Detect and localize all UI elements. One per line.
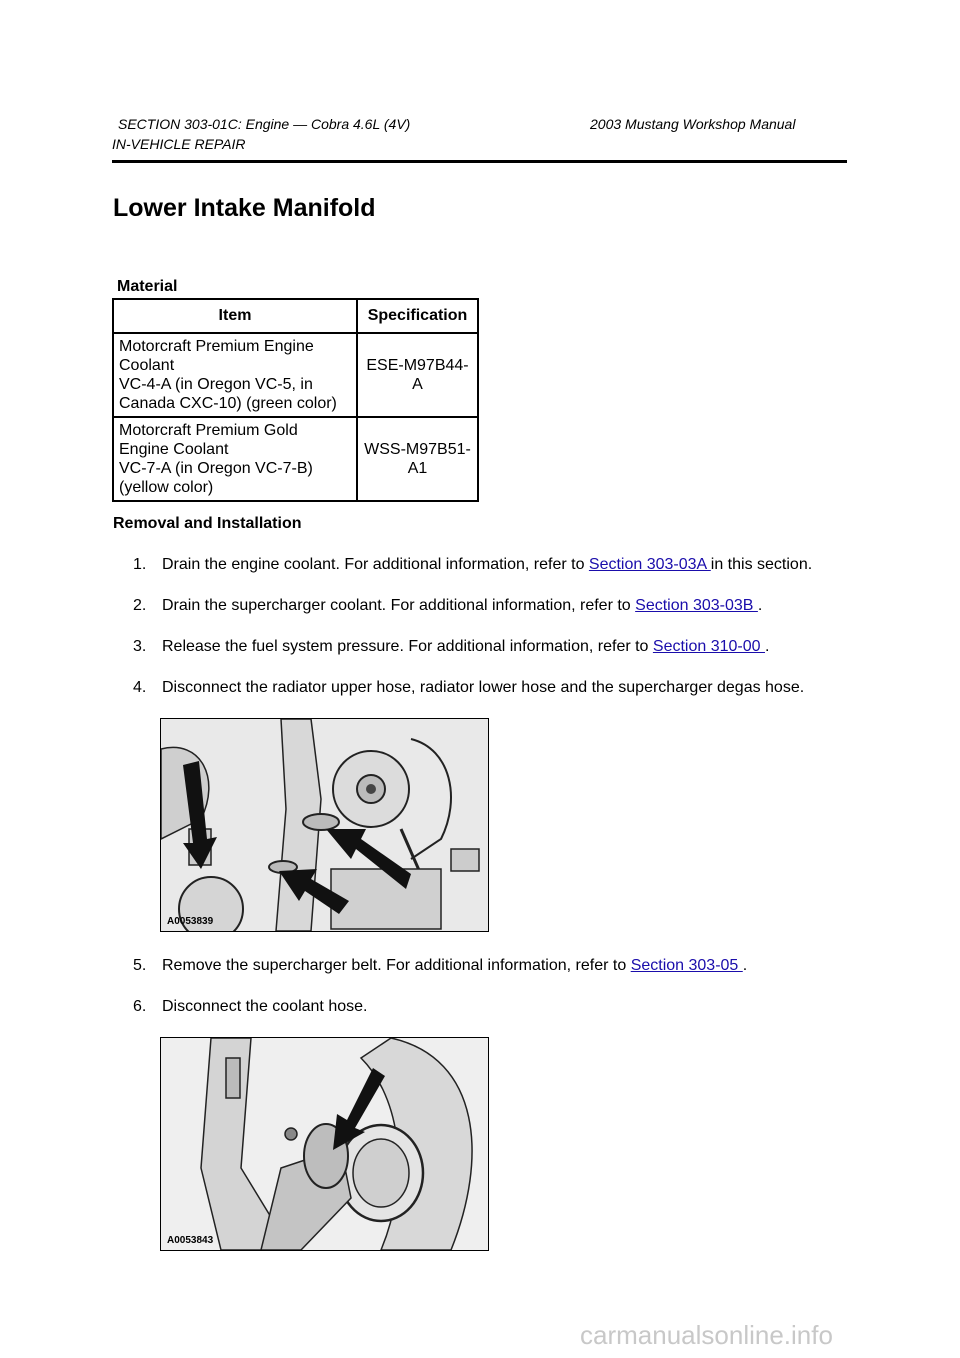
material-table: [112, 298, 479, 502]
step-number: 5.: [133, 957, 147, 974]
section-link-310-00[interactable]: Section 310-00: [652, 638, 765, 655]
step-5: [133, 957, 747, 975]
header-subsection: IN-VEHICLE REPAIR: [112, 136, 246, 152]
step-text: Disconnect the radiator upper hose, radiator lower hose and the supercharger degas hose.: [162, 679, 805, 696]
step-number: 4.: [133, 679, 147, 696]
watermark-footer: carmanualsonline.info: [580, 1320, 833, 1350]
header-manual-title: 2003 Mustang Workshop Manual: [590, 116, 796, 132]
step-4: [133, 679, 804, 697]
step-2: [133, 597, 762, 615]
step-number: 1.: [133, 556, 147, 573]
material-item: Motorcraft Premium Engine Coolant VC-4-A (in Oregon VC-5, in Canada CXC-10) (green color): [113, 333, 357, 417]
table-row: [113, 417, 478, 501]
step-text-after: .: [764, 638, 770, 655]
figure-label: A0053843: [167, 1235, 214, 1246]
table-row: [113, 333, 478, 417]
figure-coolant-hose: [160, 1037, 489, 1251]
step-number: 6.: [133, 998, 147, 1015]
step-6: [133, 998, 367, 1016]
step-text: Remove the supercharger belt. For additional information, refer to: [162, 957, 631, 974]
section-link-303-03b[interactable]: Section 303-03B: [635, 597, 758, 614]
material-spec: ESE-M97B44- A: [357, 333, 478, 417]
step-text-after: .: [757, 597, 763, 614]
material-label: Material: [117, 278, 178, 295]
figure-label: A0053839: [167, 916, 214, 927]
step-number: 2.: [133, 597, 147, 614]
figure-engine-hoses: [160, 718, 489, 932]
removal-installation-heading: Removal and Installation: [113, 515, 302, 532]
material-item: Motorcraft Premium Gold Engine Coolant VC-7-A (in Oregon VC-7-B) (yellow color): [113, 417, 357, 501]
step-text-after: .: [742, 957, 748, 974]
step-number: 3.: [133, 638, 147, 655]
material-spec: WSS-M97B51- A1: [357, 417, 478, 501]
page-title: Lower Intake Manifold: [113, 194, 376, 222]
header-section: SECTION 303-01C: Engine — Cobra 4.6L (4V): [118, 116, 411, 132]
step-1: [133, 556, 812, 574]
step-text: Drain the supercharger coolant. For additional information, refer to: [162, 597, 636, 614]
section-link-303-03a[interactable]: Section 303-03A: [588, 556, 711, 573]
step-3: [133, 638, 769, 656]
column-header-item: Item: [113, 299, 357, 333]
engine-hoses-illustration: [161, 719, 488, 931]
section-link-303-05[interactable]: Section 303-05: [630, 957, 743, 974]
step-text: Release the fuel system pressure. For additional information, refer to: [162, 638, 653, 655]
step-text: Disconnect the coolant hose.: [162, 998, 368, 1015]
coolant-hose-illustration: [161, 1038, 488, 1250]
table-header-row: [113, 299, 478, 333]
header-divider: [112, 160, 847, 163]
column-header-specification: Specification: [357, 299, 478, 333]
step-text: Drain the engine coolant. For additional information, refer to: [162, 556, 589, 573]
step-text-after: in this section.: [710, 556, 813, 573]
